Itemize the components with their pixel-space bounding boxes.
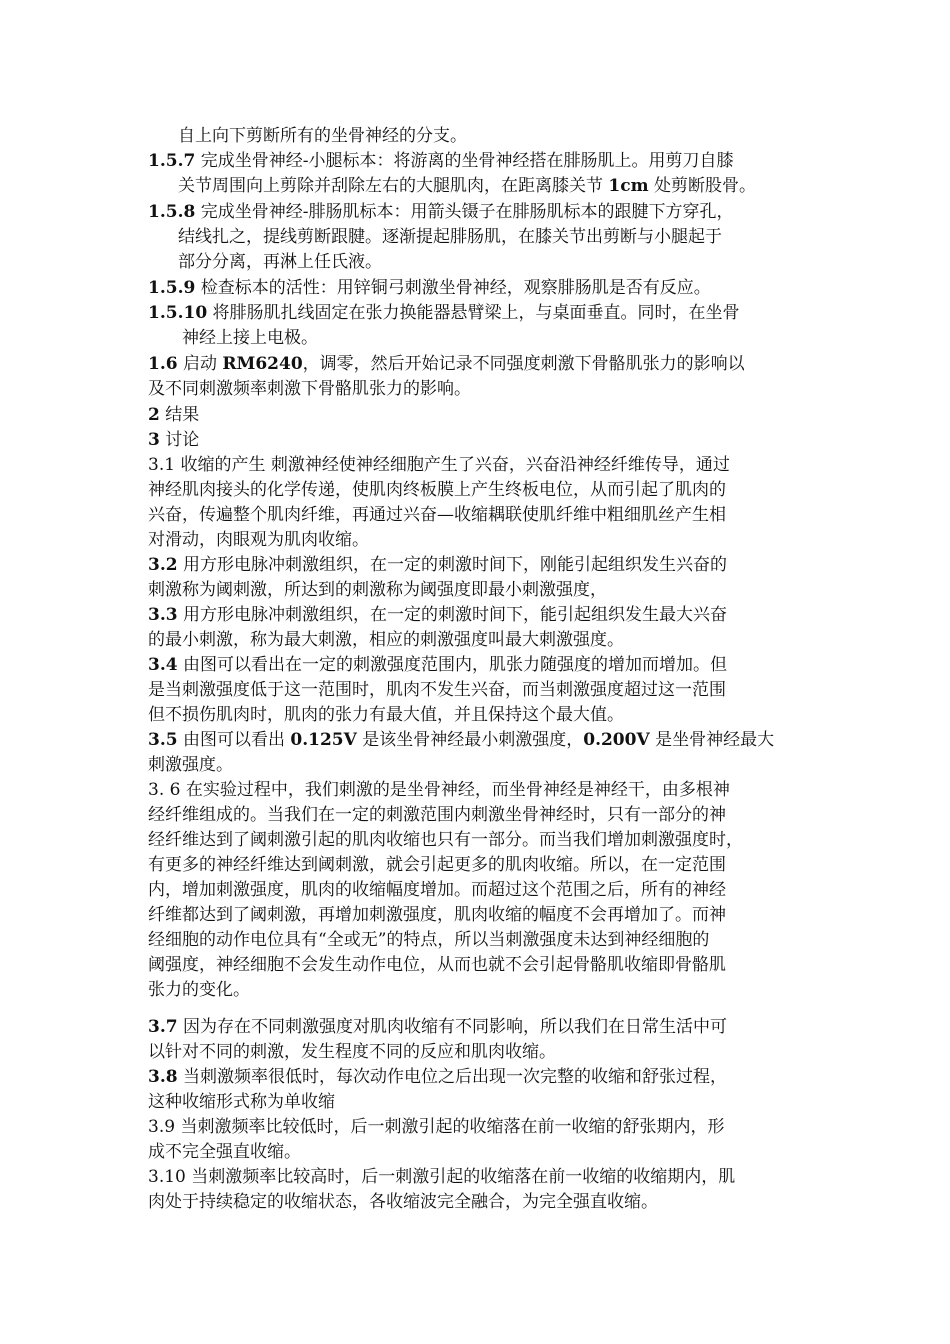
text-line: 部分分离，再淋上任氏液。 [178, 252, 382, 272]
text-line: 及不同刺激频率刺激下骨骼肌张力的影响。 [148, 379, 471, 399]
section-1-5-9: 1.5.9 检查标本的活性：用锌铜弓刺激坐骨神经，观察腓肠肌是否有反应。 [148, 278, 711, 298]
text-line: 的最小刺激，称为最大刺激，相应的刺激强度叫最大刺激强度。 [148, 630, 624, 650]
heading-results: 2 结果 [148, 405, 200, 425]
section-3-10: 3.10 当刺激频率比较高时，后一刺激引起的收缩落在前一收缩的收缩期内，肌 [148, 1167, 736, 1187]
text-line: 经纤维达到了阈刺激引起的肌肉收缩也只有一部分。而当我们增加刺激强度时， [148, 830, 743, 850]
text-line: 经细胞的动作电位具有“全或无”的特点，所以当刺激强度未达到神经细胞的 [148, 930, 710, 950]
section-3-1: 3.1 收缩的产生 刺激神经使神经细胞产生了兴奋，兴奋沿神经纤维传导，通过 [148, 455, 730, 475]
section-3-6: 3. 6 在实验过程中，我们刺激的是坐骨神经，而坐骨神经是神经干，由多根神 [148, 780, 730, 800]
text-line: 刺激称为阈刺激，所达到的刺激称为阈强度即最小刺激强度， [148, 580, 607, 600]
text-line: 关节周围向上剪除并刮除左右的大腿肌肉，在距离膝关节 1cm 处剪断股骨。 [178, 176, 756, 196]
text-line: 阈强度，神经细胞不会发生动作电位，从而也就不会引起骨骼肌收缩即骨骼肌 [148, 955, 726, 975]
text-line: 肉处于持续稳定的收缩状态，各收缩波完全融合，为完全强直收缩。 [148, 1192, 658, 1212]
section-1-6: 1.6 启动 RM6240，调零，然后开始记录不同强度刺激下骨骼肌张力的影响以 [148, 354, 745, 374]
section-3-4: 3.4 由图可以看出在一定的刺激强度范围内，肌张力随强度的增加而增加。但 [148, 655, 727, 675]
text-line: 有更多的神经纤维达到阈刺激，就会引起更多的肌肉收缩。所以，在一定范围 [148, 855, 726, 875]
section-3-3: 3.3 用方形电脉冲刺激组织，在一定的刺激时间下，能引起组织发生最大兴奋 [148, 605, 727, 625]
section-1-5-10: 1.5.10 将腓肠肌扎线固定在张力换能器悬臂梁上，与桌面垂直。同时，在坐骨 [148, 303, 740, 323]
section-3-5: 3.5 由图可以看出 0.125V 是该坐骨神经最小刺激强度，0.200V 是坐骨神经最大 [148, 730, 775, 750]
text-line: 内，增加刺激强度，肌肉的收缩幅度增加。而超过这个范围之后，所有的神经 [148, 880, 726, 900]
text-line: 神经上接上电极。 [182, 328, 318, 348]
text-line: 这种收缩形式称为单收缩 [148, 1092, 335, 1112]
text-line: 经纤维组成的。当我们在一定的刺激范围内刺激坐骨神经时，只有一部分的神 [148, 805, 726, 825]
text-line: 但不损伤肌肉时，肌肉的张力有最大值，并且保持这个最大值。 [148, 705, 624, 725]
text-line: 张力的变化。 [148, 980, 250, 1000]
text-line: 对滑动，肉眼观为肌肉收缩。 [148, 530, 369, 550]
text-line: 自上向下剪断所有的坐骨神经的分支。 [178, 126, 467, 146]
text-line: 神经肌肉接头的化学传递，使肌肉终板膜上产生终板电位，从而引起了肌肉的 [148, 480, 726, 500]
text-line: 是当刺激强度低于这一范围时，肌肉不发生兴奋，而当刺激强度超过这一范围 [148, 680, 726, 700]
text-line: 以针对不同的刺激，发生程度不同的反应和肌肉收缩。 [148, 1042, 556, 1062]
text-line: 成不完全强直收缩。 [148, 1142, 301, 1162]
heading-discussion: 3 讨论 [148, 430, 200, 450]
section-3-8: 3.8 当刺激频率很低时，每次动作电位之后出现一次完整的收缩和舒张过程， [148, 1067, 727, 1087]
section-3-2: 3.2 用方形电脉冲刺激组织，在一定的刺激时间下，刚能引起组织发生兴奋的 [148, 555, 727, 575]
text-line: 结线扎之，提线剪断跟腱。逐渐提起腓肠肌，在膝关节出剪断与小腿起于 [178, 227, 722, 247]
section-1-5-8: 1.5.8 完成坐骨神经-腓肠肌标本：用箭头镊子在腓肠肌标本的跟腱下方穿孔， [148, 202, 734, 222]
text-line: 纤维都达到了阈刺激，再增加刺激强度，肌肉收缩的幅度不会再增加了。而神 [148, 905, 726, 925]
section-3-9: 3.9 当刺激频率比较低时，后一刺激引起的收缩落在前一收缩的舒张期内，形 [148, 1117, 725, 1137]
text-line: 刺激强度。 [148, 755, 233, 775]
section-1-5-7: 1.5.7 完成坐骨神经-小腿标本：将游离的坐骨神经搭在腓肠肌上。用剪刀自膝 [148, 151, 734, 171]
text-line: 兴奋，传遍整个肌肉纤维，再通过兴奋—收缩耦联使肌纤维中粗细肌丝产生相 [148, 505, 726, 525]
section-3-7: 3.7 因为存在不同刺激强度对肌肉收缩有不同影响，所以我们在日常生活中可 [148, 1017, 727, 1037]
